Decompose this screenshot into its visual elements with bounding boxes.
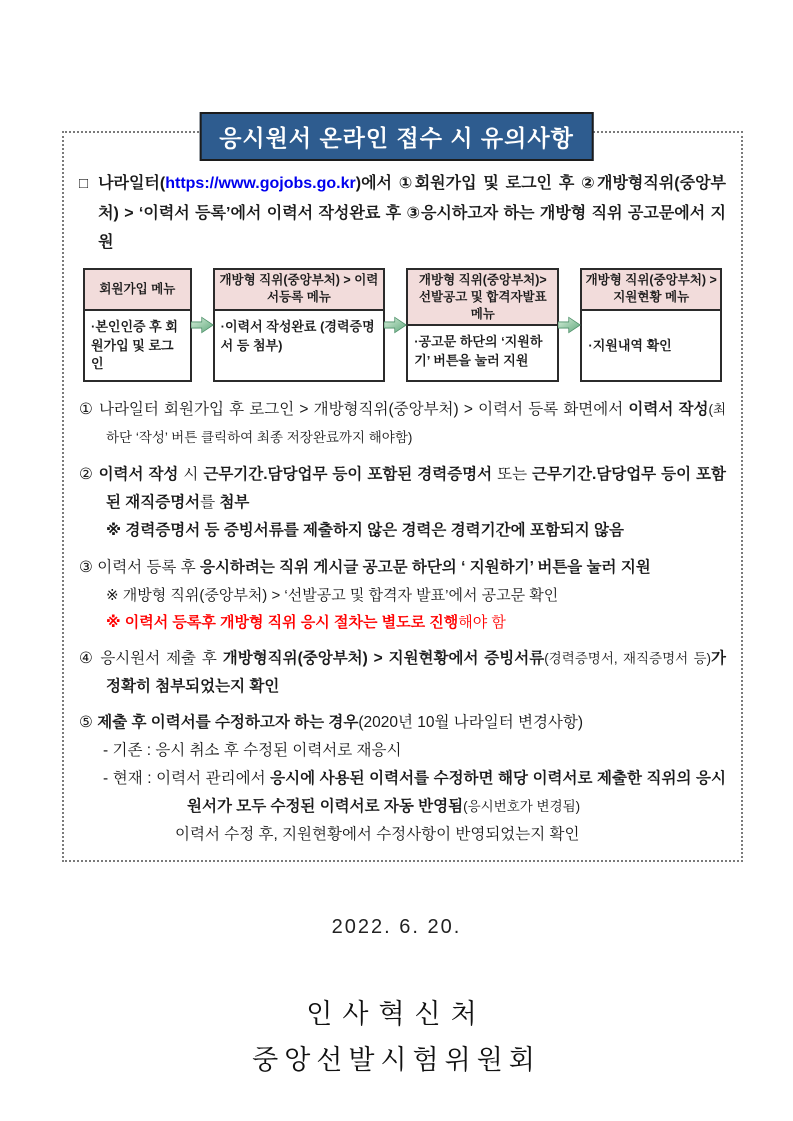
checkbox-icon: □: [79, 175, 89, 192]
flow-step-3-body: ·공고문 하단의 ‘지원하기’ 버튼을 눌러 지원: [414, 334, 543, 369]
item-3: ③ 이력서 등록 후 응시하려는 직위 게시글 공고문 하단의 ‘ 지원하기’ 버튼을 눌러 지원 ※ 개방형 직위(중앙부처) > ‘선발공고 및 합격자 발표’에서 공고문 확인 ※ 이력서 등록후 개방형 직위 응시 절차는 별도로 진행해야 함: [79, 554, 726, 636]
flow-chart: [83, 268, 722, 383]
flow-step-4-header: 개방형 직위(중앙부처) > 지원현황 메뉴: [582, 270, 720, 311]
notice-box: [62, 131, 743, 862]
flow-step-2-header: 개방형 직위(중앙부처) > 이력서등록 메뉴: [215, 270, 384, 311]
flow-step-2-body: ·이력서 작성완료 (경력증명서 등 첨부): [220, 318, 375, 353]
right-arrow-icon: [191, 312, 214, 338]
item-5-sub-1: - 기존 : 응시 취소 후 수정된 이력서로 재응시: [103, 742, 402, 760]
item-5-sub-2: - 현재 : 이력서 관리에서 응시에 사용된 이력서를 수정하면 해당 이력서로 제출한 직위의 응시원서가 모두 수정된 이력서로 자동 반영됨(응시번호가 변경됨): [103, 770, 726, 816]
notice-date: 2022. 6. 20.: [331, 916, 462, 938]
item-1: ① 나라일터 회원가입 후 로그인 > 개방형직위(중앙부처) > 이력서 등록 화면에서 이력서 작성(최하단 ‘작성’ 버튼 클릭하여 최종 저장완료까지 해야함): [79, 401, 726, 446]
flow-step-4-body: ·지원내역 확인: [588, 337, 672, 353]
item-4: ④ 응시원서 제출 후 개방형직위(중앙부처) > 지원현황에서 증빙서류(경력증명서, 재직증명서 등)가 정확히 첨부되었는지 확인: [79, 649, 726, 695]
flow-step-4: [580, 268, 722, 383]
item-2-note: ※ 경력증명서 등 증빙서류를 제출하지 않은 경력은 경력기간에 포함되지 않음: [106, 521, 624, 539]
right-arrow-icon: [558, 312, 581, 338]
page-title: 응시원서 온라인 접수 시 유의사항: [199, 112, 594, 161]
intro-paragraph: [79, 169, 726, 258]
org-line-1: 인사혁신처: [306, 999, 487, 1029]
right-arrow-icon: [384, 312, 407, 338]
flow-step-3-header: 개방형 직위(중앙부처)> 선발공고 및 합격자발표 메뉴: [408, 270, 557, 327]
gojobs-link[interactable]: https://www.gojobs.go.kr: [165, 175, 356, 192]
item-5: ⑤ 제출 후 이력서를 수정하고자 하는 경우(2020년 10월 나라일터 변경사항) - 기존 : 응시 취소 후 수정된 이력서로 재응시 - 현재 : 이력서 관리에서 응시에 사용된 이력서를 수정하면 해당 이력서로 제출한 직위의 응시원서가 모두 수정된 이력서로 자동 반영됨(응시번호가 변경됨) 이력서 수정 후, 지원현황에서 수정사항이 반영되었는지 확인: [79, 709, 726, 848]
org-line-2: 중앙선발시험위원회: [252, 1045, 541, 1075]
item-5-sub-3: 이력서 수정 후, 지원현황에서 수정사항이 반영되었는지 확인: [175, 826, 580, 843]
flow-step-1-body: ·본인인증 후 회원가입 및 로그인: [91, 318, 178, 372]
item-list: [79, 396, 726, 849]
flow-step-1: [83, 268, 192, 383]
flow-step-3: [406, 268, 559, 383]
flow-step-1-header: 회원가입 메뉴: [85, 270, 190, 311]
item-3-note-2: ※ 이력서 등록후 개방형 직위 응시 절차는 별도로 진행해야 함: [106, 613, 506, 631]
intro-text: 나라일터(https://www.gojobs.go.kr)에서 ①회원가입 및 로그인 후 ②개방형직위(중앙부처) > ‘이력서 등록’에서 이력서 작성완료 후 ③응시하고자 하는 개방형 직위 공고문에서 지원: [98, 175, 726, 252]
flow-step-2: [213, 268, 386, 383]
item-2: ② 이력서 작성 시 근무기간.담당업무 등이 포함된 경력증명서 또는 근무기간.담당업무 등이 포함된 재직증명서를 첨부 ※ 경력증명서 등 증빙서류를 제출하지 않은 경력은 경력기간에 포함되지 않음: [79, 461, 726, 545]
item-3-note-1: ※ 개방형 직위(중앙부처) > ‘선발공고 및 합격자 발표’에서 공고문 확인: [106, 586, 559, 604]
